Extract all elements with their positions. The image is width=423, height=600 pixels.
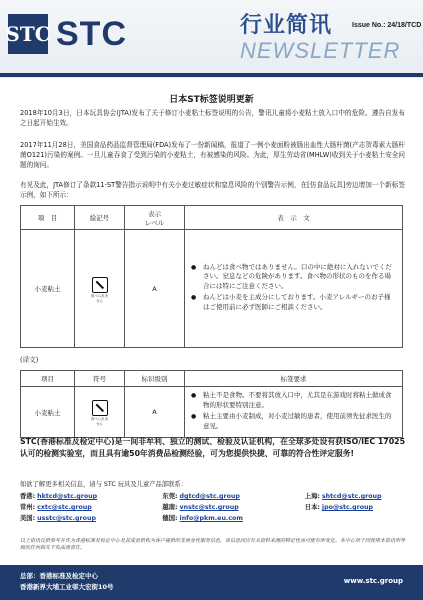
level-cell: A	[125, 387, 185, 438]
list-item: ● 粘土主要由小麦制成，对小麦过敏的患者，使用前须先征求医生的意见。	[191, 412, 396, 431]
contact-intro: 如欲了解更多相关信息，请与 STC 玩具及儿童产品部联系：	[20, 481, 187, 488]
header-symbol: 符号	[75, 371, 125, 387]
header-level: 表示 レベル	[125, 206, 185, 230]
contact-row: 香港: hktcd@stc.group 东莞: dgtcd@stc.group 上海: shtcd@stc.group	[20, 493, 382, 500]
text-cell	[185, 230, 403, 348]
header-text: 表 示 文	[185, 206, 403, 230]
newsletter-title-en: NEWSLETTER	[240, 38, 401, 63]
header-level: 标识级别	[125, 371, 185, 387]
paragraph-2: 2017年11月28日，美国食品药品监督管理局(FDA)发布了一份新闻稿，报道了一例小麦面粉被肠出血性大肠杆菌(产志贺毒素大肠杆菌O121)污染的案例。一旦儿童吞食了受到污染的小麦粘土，有被感染的风险。为此，厚生劳动省(MHLW)收到关于小麦粘土安全问题的询问。	[20, 141, 405, 169]
email-link-dongguan[interactable]: dgtcd@stc.group	[179, 493, 240, 500]
email-link-japan[interactable]: jpo@stc.group	[321, 504, 374, 511]
newsletter-title-cn: 行业简讯	[240, 13, 333, 38]
email-link-shanghai[interactable]: shtcd@stc.group	[321, 493, 382, 500]
brand-name: STC	[56, 15, 127, 53]
header-text: 标签要求	[185, 371, 403, 387]
contact-row: 美国: usstc@stc.group 德国: info@pkm.eu.com	[20, 515, 243, 522]
stc-intro-paragraph: STC(香港标准及检定中心)是一间非牟利、独立的测试、检验及认证机构，在全球多处设有获ISO/IEC 17025 认可的检测实验室，而且具有逾50年消费品检测经验，可为您提供快捷、可靠的符合性评定服务!	[20, 437, 405, 458]
symbol-cell	[75, 230, 125, 348]
email-link-usa[interactable]: usstc@stc.group	[37, 515, 96, 522]
paragraph-3: 有见及此，JTA修订了条款11-ST警告指示说明中有关小麦过敏症状和窒息风险的个别警告示例，在[仿食品玩具]旁边增加一个新标签示例，如下所示：	[20, 181, 405, 199]
item-cell: 小麦粘土	[21, 387, 75, 438]
list-item: ● ねんどは小麦を主成分にしております。小麦アレルギーのお子様はご使用前に必ず医師にご相談ください。	[191, 293, 396, 312]
level-cell: A	[125, 230, 185, 348]
warning-table-cn	[20, 370, 403, 438]
contact-row: 常州: cxtc@stc.group 越南: vnstc@stc.group 日本: jpo@stc.group	[20, 504, 374, 511]
stc-logo-icon: STC	[8, 14, 48, 54]
do-not-eat-icon: 食べられません	[90, 400, 110, 422]
disclaimer: 以上资讯仅供参考并作为香港标准及检定中心及其成员机构为客户提供的非商业性服务信息，该信息因应有关资料来源的特定性而可能有所变化。本中心对于因使用本资讯所导致的任何损失不负法律责任。	[20, 538, 406, 551]
header-item: 項 目	[21, 206, 75, 230]
article-title: 日本ST标签说明更新	[169, 95, 254, 105]
email-link-hongkong[interactable]: hktcd@stc.group	[37, 493, 98, 500]
header-divider	[0, 73, 423, 77]
footer-address	[20, 571, 114, 593]
email-link-vietnam[interactable]: vnstc@stc.group	[179, 504, 239, 511]
do-not-eat-icon: 食べられません	[90, 277, 110, 299]
footer-hq: 总部：香港标准及检定中心	[20, 572, 98, 580]
header-symbol: 絵記号	[75, 206, 125, 230]
list-item: ● ねんどは食べ物ではありません。口の中に絶対に入れないでください。窒息などの危険があります。食べ物の形状のものを作る場合には特にご注意ください。	[191, 263, 396, 292]
paragraph-1: 2018年10月3日，日本玩具协会(JTA)发布了关于修订小麦粘土标签说明的公告，警讯儿童将小麦粘土放入口中的危险。遵告自发布之日起开始生效。	[20, 109, 405, 127]
footer	[0, 565, 423, 600]
item-cell: 小麦粘土	[21, 230, 75, 348]
text-cell	[185, 387, 403, 438]
header-item: 项目	[21, 371, 75, 387]
warning-table-jp	[20, 205, 403, 348]
contact-list	[20, 491, 403, 524]
translation-label: (译文)	[20, 356, 39, 364]
symbol-cell	[75, 387, 125, 438]
list-item: ● 粘土不是食物。不要将其放入口中，尤其是在游戏时将粘土做成食物的形状要特别注意。	[191, 391, 396, 410]
website-link[interactable]: www.stc.group	[343, 577, 403, 585]
header	[0, 0, 423, 80]
issue-number: Issue No.: 24/18/TCD	[352, 22, 422, 29]
email-link-changzhou[interactable]: cxtc@stc.group	[37, 504, 92, 511]
email-link-germany[interactable]: info@pkm.eu.com	[179, 515, 243, 522]
footer-street: 香港新界大埔工业邨大宏街10号	[20, 583, 114, 591]
